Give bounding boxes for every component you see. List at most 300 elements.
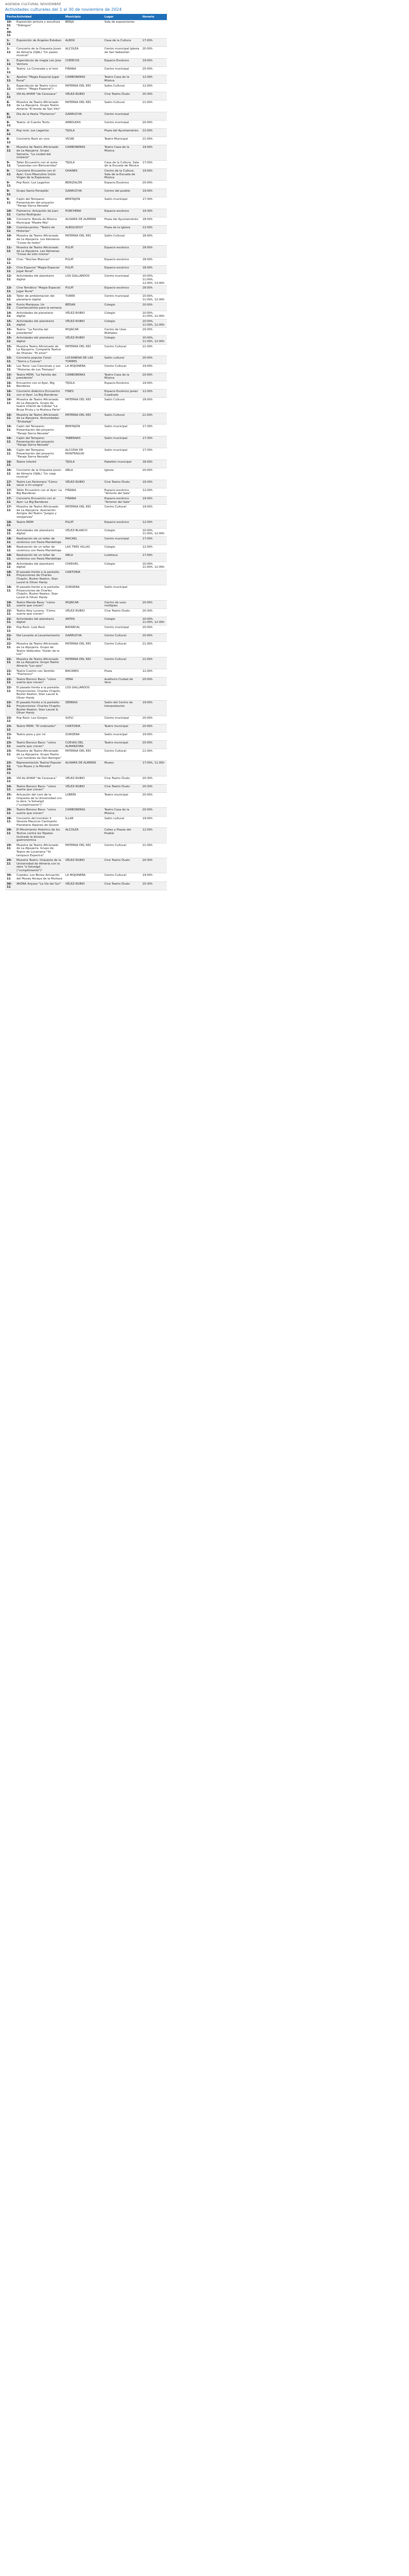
cell-fecha: 10-11 [5, 209, 15, 217]
cell-horario: 21:00h [141, 843, 167, 858]
cell-lugar: Plaza del Ayuntamiento [103, 129, 141, 137]
agency-label: AGENDA CULTURAL NOVIEMBRE [5, 2, 61, 6]
cell-actividad: Concierto Rock en vivo [15, 137, 64, 145]
cell-lugar: Salón cultural [103, 816, 141, 828]
cell-municipio: ABLA [64, 468, 103, 480]
cell-municipio: BENTAJÓN [64, 197, 103, 209]
table-row [5, 882, 167, 890]
cell-actividad: Encuentro con el Ayer, Big Banderas [15, 381, 64, 389]
cell-actividad: Actividades del planetario digital [15, 617, 64, 625]
cell-fecha: 16-11 [5, 460, 15, 468]
cell-horario: 17:30h [141, 197, 167, 209]
cell-fecha: 11-11 [5, 246, 15, 258]
cell-municipio: MOJÁCAR [64, 600, 103, 608]
table-row [5, 319, 167, 327]
cell-municipio: TABERNAS [64, 436, 103, 448]
cell-lugar: Centro Cultural [103, 344, 141, 356]
cell-horario: 20:00h [141, 808, 167, 816]
cell-horario: 19:00h [141, 816, 167, 828]
cell-actividad: Teatro: el Cuento Tonto [15, 120, 64, 128]
table-row [5, 505, 167, 520]
cell-actividad: Pop rock: Los Lagartos [15, 129, 64, 137]
cell-horario: 12:00h [141, 545, 167, 553]
cell-lugar: Colegio [103, 311, 141, 319]
cell-actividad: Cajón del Tempano: Presentación del proyecto "Paraje Sierra Nevada" [15, 436, 64, 448]
table-row [5, 20, 167, 38]
table-row [5, 189, 167, 197]
cell-lugar: Casa de la Cultura. Sala de la Escuela de Música [103, 160, 141, 168]
cell-actividad: Muestra Teatro: Orquesta de la Universidad de Almería con la obra "a Solveigd ("cumplimiento")" [15, 858, 64, 873]
cell-fecha: 12-11 [5, 274, 15, 286]
cell-fecha: 16-11 [5, 448, 15, 460]
cell-lugar: Teatro Municipal [103, 137, 141, 145]
cell-actividad: Cupidos: Los Bonos Actuación del Museo Amaya de la Muñoza [15, 873, 64, 882]
cell-horario: 10:00h, 11:00h, 12:00h, 13:00h [141, 274, 167, 286]
cell-lugar: Centro Cultural [103, 843, 141, 858]
cell-fecha: 9-11 [5, 197, 15, 209]
table-row [5, 608, 167, 617]
cell-fecha: 30-11 [5, 873, 15, 882]
cell-horario: 19:00h [141, 145, 167, 160]
cell-horario: 20:00h [141, 468, 167, 480]
cell-lugar: Centro municipal [103, 120, 141, 128]
cell-municipio: PULPÍ [64, 266, 103, 274]
cell-horario: 18:00h [141, 246, 167, 258]
cell-lugar [103, 570, 141, 585]
cell-horario: 19:00h [141, 733, 167, 741]
cell-horario: 12:00h [141, 669, 167, 677]
table-row [5, 657, 167, 669]
cell-municipio: FIÑANA [64, 67, 103, 75]
cell-actividad: Teatro Mendo Baso: "cómo suerte que crecen" [15, 600, 64, 608]
cell-horario: 19:00h [141, 58, 167, 66]
cell-municipio: ANTAS [64, 617, 103, 625]
cell-horario: 20:00h [141, 716, 167, 724]
cell-lugar: Colegio [103, 528, 141, 536]
cell-fecha: 18-11 [5, 553, 15, 562]
cell-municipio: FIÑANA [64, 488, 103, 496]
cell-fecha: 10-11 [5, 217, 15, 226]
cell-actividad: El pasado frente a la pantalla: Proyecciones de Charles Chaplin, Buster Keaton, Stan Laurel & Oliver Hardy [15, 585, 64, 600]
cell-actividad: Muestra Teatro Aficionado de La Alpujarra. Compañía Teatral de Ohanes: "El amor" [15, 344, 64, 356]
cell-actividad: Teatro Cuento con Sentido "Flamenco" [15, 669, 64, 677]
cell-lugar: Pabellón municipal [103, 460, 141, 468]
cell-municipio: ARBOLEAS [64, 120, 103, 128]
cell-municipio: CUEVAS DEL ALMANZORA [64, 741, 103, 749]
cell-lugar: Salón municipal [103, 425, 141, 436]
table-row [5, 685, 167, 700]
cell-actividad: Espectáculo de Teatro (circo clásico: "Magia Espacial") [15, 83, 64, 92]
page-title: Actividades culturales del 1 al 30 de noviembre de 2024 [5, 7, 122, 12]
table-row [5, 258, 167, 266]
cell-fecha: 15-11 [5, 344, 15, 356]
cell-horario: 19:30h [141, 209, 167, 217]
cell-fecha: 18-11 [5, 520, 15, 528]
cell-fecha: 23-11 [5, 733, 15, 741]
cell-fecha: 18-11 [5, 570, 15, 585]
cell-lugar: Centro municipal [103, 67, 141, 75]
cell-horario: 19:00h [141, 189, 167, 197]
cell-municipio: VERA [64, 677, 103, 685]
column-header-horario: Horario [141, 14, 167, 20]
cell-actividad: Espectáculo de magia con Jose Ventura [15, 58, 64, 66]
cell-actividad: Ajedrez "Magia Espacial Jugar Rural" [15, 75, 64, 83]
column-header-lugar: Lugar [103, 14, 141, 20]
cell-lugar: Centro de usos múltiples [103, 600, 141, 608]
cell-municipio: BENTAJÓN [64, 425, 103, 436]
cell-actividad: Concierto del trombón Il Veranie Mauricio Cantisanto Planetario Alpanes de Quixon [15, 816, 64, 828]
cell-municipio: GARRUCHA [64, 634, 103, 642]
cell-actividad: Muestra de Teatro Aficionado de La Alpujarra. Grupo Samaria. "La ciudad del misterio" [15, 145, 64, 160]
cell-horario: 18:00h [141, 234, 167, 246]
cell-municipio: TÍJOLA [64, 160, 103, 168]
table-row [5, 716, 167, 724]
table-row [5, 197, 167, 209]
cell-actividad: El pasado frente a la pantalla: Proyecciones: Charles Chaplin, Buster Keaton, Stan Laurel & Oliver Hardy [15, 685, 64, 700]
cell-fecha: 15-11 [5, 328, 15, 336]
cell-municipio: BERJA [64, 20, 103, 38]
cell-lugar: Salón municipal [103, 585, 141, 600]
cell-fecha: 23-11 [5, 716, 15, 724]
cell-municipio: LOS GALLARDOS [64, 274, 103, 286]
cell-horario: 20:00h [141, 600, 167, 608]
cell-horario: 10:00h [141, 302, 167, 311]
cell-actividad: VIII-AL-KHAM "de Caravaca" [15, 92, 64, 100]
cell-municipio: BENIZALÓN [64, 180, 103, 189]
cell-municipio: PATERNA DEL RÍO [64, 642, 103, 657]
cell-municipio: TÍJOLA [64, 381, 103, 389]
cell-horario: 17:30h [141, 425, 167, 436]
cell-actividad: Concierto Encuentro con el Ayer: La Big Banderas [15, 497, 64, 505]
cell-horario: 21:00h [141, 642, 167, 657]
cell-horario: 20:00h [141, 372, 167, 381]
table-row [5, 562, 167, 570]
cell-actividad: Cine Temático "Magia Espacial Jugar Rural" [15, 286, 64, 294]
cell-lugar: Centro Cultural [103, 642, 141, 657]
cell-lugar: Centro de Usos Múltiples [103, 328, 141, 336]
cell-actividad: Flamenco: Actuación de Juan Carlos Rodríguez [15, 209, 64, 217]
table-row [5, 448, 167, 460]
table-row [5, 83, 167, 92]
cell-lugar: Centro del pueblo [103, 189, 141, 197]
cell-horario: 20:00h [141, 356, 167, 364]
table-row [5, 749, 167, 761]
table-row [5, 816, 167, 828]
cell-municipio: VÉLEZ-RUBIO [64, 858, 103, 873]
cell-lugar: Teatro municipal [103, 741, 141, 749]
table-row [5, 137, 167, 145]
cell-horario: 19:00h [141, 873, 167, 882]
cell-fecha: 13-11 [5, 286, 15, 294]
cell-horario: 10:00h, 11:00h, 12:00h [141, 294, 167, 302]
cell-lugar: Centro municipal [103, 294, 141, 302]
cell-horario: 20:30h [141, 882, 167, 890]
cell-horario: 20:30h [141, 92, 167, 100]
cell-municipio: LAS TRES VILLAS [64, 545, 103, 553]
cell-horario: 19:00h [141, 505, 167, 520]
cell-lugar: Colegio [103, 617, 141, 625]
table-row [5, 828, 167, 843]
table-row [5, 724, 167, 732]
cell-fecha: 9-11 [5, 145, 15, 160]
cell-actividad: Actividades del planetario digital [15, 562, 64, 570]
cell-fecha: 8-11 [5, 100, 15, 112]
cell-lugar: Espacio escénico [103, 258, 141, 266]
cell-horario: 12:00h [141, 828, 167, 843]
cell-horario: 10:00h, 11:00h, 12:00h [141, 319, 167, 327]
cell-fecha: 18-11 [5, 537, 15, 545]
cell-fecha: 18-11 [5, 545, 15, 553]
cell-municipio: CARBONERAS [64, 808, 103, 816]
cell-horario: 17:00h [141, 537, 167, 545]
table-row [5, 528, 167, 536]
cell-actividad: Actividades del planetario digital [15, 336, 64, 344]
cell-municipio: ALHAMA DE ALMERÍA [64, 217, 103, 226]
cell-fecha: 9-11 [5, 189, 15, 197]
cell-municipio: VÉLEZ-RUBIO [64, 776, 103, 784]
cell-actividad: Taller de ambientación del planetario digital [15, 294, 64, 302]
cell-fecha: 16-11 [5, 389, 15, 398]
cell-fecha: 17-11 [5, 488, 15, 496]
cell-horario: 19:00h [141, 381, 167, 389]
cell-municipio: VÉLEZ-RUBIO [64, 784, 103, 792]
cell-fecha: 30-11 [5, 882, 15, 890]
cell-municipio: LA MOJONERA [64, 364, 103, 372]
cell-fecha: 9-11 [5, 180, 15, 189]
cell-lugar: Centro Cultural [103, 873, 141, 882]
cell-lugar: Espacio escénico [103, 209, 141, 217]
cell-actividad: Teatro Bonoco Baco: "cómo suerte que crecen" [15, 784, 64, 792]
cell-actividad: Realización de un taller de cerámica con Paola Mandeltaje [15, 545, 64, 553]
cell-municipio: CARBONERAS [64, 145, 103, 160]
cell-fecha: 10-11 [5, 234, 15, 246]
cell-horario: 12:00h [141, 75, 167, 83]
cell-fecha: 22-11 [5, 625, 15, 634]
cell-lugar: Teatro Casa de la Música [103, 808, 141, 816]
cell-fecha: 19-11 [5, 600, 15, 608]
cell-municipio: PULPÍ [64, 286, 103, 294]
table-row [5, 364, 167, 372]
cell-fecha: 16-11 [5, 381, 15, 389]
cell-actividad: Exposición de Ángeles Esteban [15, 38, 64, 46]
cell-actividad: Concierto de la Orquesta Joven de Almería (OJAL) "Un paseo musical" [15, 47, 64, 59]
cell-municipio: OHANES [64, 168, 103, 180]
cell-actividad: El pasado frente a la pantalla: Proyecciones de Charles Chaplin, Buster Keaton, Stan Laurel & Oliver Hardy [15, 570, 64, 585]
cell-lugar: Salón cultural [103, 356, 141, 364]
cell-lugar: Centro Cultural [103, 749, 141, 761]
cell-municipio: PATERNA DEL RÍO [64, 83, 103, 92]
table-row [5, 246, 167, 258]
cell-actividad: Cine Espacial "Magia Espacial Jugar Rural" [15, 266, 64, 274]
cell-municipio: CARBONERAS [64, 75, 103, 83]
cell-horario: 19:00h [141, 701, 167, 716]
cell-actividad: Cajón del Tempano: Presentación del proyecto "Paraje Sierra Nevada" [15, 425, 64, 436]
cell-actividad: Teatro MDM, "El ordenador" [15, 724, 64, 732]
cell-horario [141, 585, 167, 600]
cell-municipio: TÍJOLA [64, 460, 103, 468]
cell-municipio: ZURGENA [64, 585, 103, 600]
cell-municipio: VÉLEZ-RUBIO [64, 882, 103, 890]
cell-lugar: Teatro municipal [103, 724, 141, 732]
cell-lugar: Salón Cultural [103, 100, 141, 112]
cell-municipio: PATERNA DEL RÍO [64, 843, 103, 858]
cell-actividad: Teatro: La Coronada y el toro [15, 67, 64, 75]
table-row [5, 336, 167, 344]
cell-lugar: Iglesia [103, 468, 141, 480]
cell-horario: 10:00h, 11:00h, 12:00h [141, 562, 167, 570]
cell-municipio: SUFLÍ [64, 716, 103, 724]
table-row [5, 356, 167, 364]
cell-actividad: Cine: "Noches Blancas" [15, 258, 64, 266]
table-row [5, 129, 167, 137]
cell-municipio: VÉLEZ-RUBIO [64, 336, 103, 344]
cell-horario: 20:00h [141, 120, 167, 128]
cell-horario [141, 112, 167, 120]
cell-municipio: GARRUCHA [64, 189, 103, 197]
cell-fecha: 12-11 [5, 266, 15, 274]
cell-municipio: PULPÍ [64, 258, 103, 266]
cell-actividad: Cajón del Tempano: Presentación del proyecto "Paraje Sierra Nevada" [15, 448, 64, 460]
cell-actividad: Actuación del coro de la Orquesta de la Universidad con la obra "a Solveigd ("cumplimiento")" [15, 793, 64, 808]
cell-horario: 20:00h [141, 634, 167, 642]
table-row [5, 776, 167, 784]
cell-municipio: PATERNA DEL RÍO [64, 344, 103, 356]
cell-lugar: Salón municipal [103, 448, 141, 460]
cell-actividad: Teatro MDM [15, 520, 64, 528]
cell-actividad: Representación Teatral Popular "Los Reyes y la Moreda" [15, 761, 64, 776]
cell-fecha: 1-11 [5, 67, 15, 75]
cell-municipio: LA MOJONERA [64, 873, 103, 882]
cell-municipio: FIÑANA [64, 497, 103, 505]
table-row [5, 217, 167, 226]
table-row [5, 537, 167, 545]
cell-municipio: ALCUDIA DE MONTEAGUD [64, 448, 103, 460]
cell-fecha: 14-11 [5, 302, 15, 311]
cell-lugar: Plaza [103, 669, 141, 677]
cell-horario: 12:00h [141, 488, 167, 496]
cell-horario: 20:00h [141, 724, 167, 732]
cell-actividad: Actividades del planetario digital [15, 319, 64, 327]
cell-actividad: VIII-AL-KHAM "de Caravaca" [15, 776, 64, 784]
cell-lugar: Salón municipal [103, 733, 141, 741]
cell-municipio: BACARES [64, 669, 103, 677]
cell-horario: 21:00h [141, 413, 167, 425]
cell-horario: 17:30h [141, 436, 167, 448]
cell-lugar: Salón Cultural [103, 413, 141, 425]
cell-actividad: Muestra de Teatro Aficionado de La Alpujarra: Grupo Teatro Almería "Los ojos" [15, 657, 64, 669]
cell-horario: 17:00h [141, 38, 167, 46]
cell-lugar [103, 685, 141, 700]
cell-municipio: CANTORIA [64, 570, 103, 585]
cell-fecha: 23-11 [5, 749, 15, 761]
table-row [5, 808, 167, 816]
cell-fecha: 28-11 [5, 816, 15, 828]
cell-lugar: Calles y Plazas del Pueblo [103, 828, 141, 843]
cell-horario: 20:00h [141, 741, 167, 749]
cell-actividad: Concierto: Banda de Música Municipal "Madre Mía" [15, 217, 64, 226]
cell-actividad: Teatro Infantil [15, 460, 64, 468]
cell-municipio: VÉLEZ-BLANCO [64, 528, 103, 536]
table-row [5, 873, 167, 882]
cell-actividad: Exposición pintura y escultura "Diálogos" [15, 20, 64, 38]
table-row [5, 100, 167, 112]
cell-horario [141, 20, 167, 38]
cell-horario: 21:00h [141, 657, 167, 669]
table-row [5, 266, 167, 274]
table-row [5, 701, 167, 716]
cell-municipio: FINES [64, 389, 103, 398]
cell-municipio: ABLA [64, 553, 103, 562]
cell-lugar: Centro Cultural [103, 634, 141, 642]
table-row [5, 180, 167, 189]
table-row [5, 520, 167, 528]
table-row [5, 784, 167, 792]
cell-actividad: Teatro Bonoco Baco: "cómo suerte que crecen" [15, 677, 64, 685]
table-row [5, 234, 167, 246]
table-row [5, 294, 167, 302]
cell-municipio: PATERNA DEL RÍO [64, 234, 103, 246]
cell-actividad: El pasado frente a la pantalla: Proyecciones: Charles Chaplin, Buster Keaton, Stan Laurel & Oliver Hardy [15, 701, 64, 716]
cell-actividad: Punto Mariposa: Un Cuentacuentos para la semana [15, 302, 64, 311]
table-row [5, 168, 167, 180]
table-row [5, 677, 167, 685]
column-header-municipio: Municipio [64, 14, 103, 20]
cell-horario: 19:30h [141, 480, 167, 488]
cell-fecha: 23-11 24-11 [5, 761, 15, 776]
cell-fecha: 18-11 [5, 562, 15, 570]
cell-lugar: Salón Cultural [103, 398, 141, 413]
cell-actividad: Muestra de Teatro Aficionado de La Alpujarra. Grupo de Teatro Vallecidos "Quién de la Luz" [15, 642, 64, 657]
cell-fecha: 22-11 [5, 617, 15, 625]
cell-horario: 18:00h [141, 217, 167, 226]
cell-municipio: CHERCOS [64, 58, 103, 66]
cell-actividad: Teatro MDM, "La Familia del presidente" [15, 372, 64, 381]
cell-lugar: Espacio escénico [103, 286, 141, 294]
cell-lugar: Centro de la Cultura. Sala de la Escuela de Música [103, 168, 141, 180]
table-row [5, 226, 167, 234]
cell-lugar: Teatro municipal [103, 793, 141, 808]
cell-lugar: Salón municipal [103, 436, 141, 448]
cell-fecha: 8-11 [5, 137, 15, 145]
cell-horario: 20:30h [141, 776, 167, 784]
cell-fecha: 17-11 [5, 480, 15, 488]
cell-lugar: Espacio Escénico [103, 381, 141, 389]
cell-lugar: Espacio escénico "Antonio del Sale" [103, 488, 141, 496]
cell-horario: 12:00h [141, 83, 167, 92]
cell-actividad: Realización de un taller de cerámica con Paola Mandeltaje [15, 537, 64, 545]
cell-actividad: Cuentacuentos: "Teatro de Historias" [15, 226, 64, 234]
cell-municipio: LUBRÍN [64, 793, 103, 808]
cell-actividad: Del Levante al Levantamiento [15, 634, 64, 642]
table-row [5, 741, 167, 749]
cell-municipio: MACAEL [64, 537, 103, 545]
cell-horario: 20:30h [141, 858, 167, 873]
cell-municipio: ALHAMA DE ALMERÍA [64, 761, 103, 776]
cell-lugar: Espacio escénico [103, 266, 141, 274]
cell-actividad: Muestra de Teatro Aficionado de La Alpujarra. Grupo de teatro infantil de Cóbdar "La Bruja Pirula y la Muñeca Perla" [15, 398, 64, 413]
cell-lugar: Salón Cultural [103, 234, 141, 246]
cell-fecha: 16-11 [5, 468, 15, 480]
cell-fecha: 17-11 [5, 497, 15, 505]
cell-fecha: 16-11 [5, 413, 15, 425]
cell-horario: 21:00h [141, 344, 167, 356]
cell-fecha: 9-11 [5, 168, 15, 180]
cell-lugar: Teatro Casa de la Música [103, 372, 141, 381]
cell-horario: 22:00h [141, 129, 167, 137]
cell-fecha: 28-11 [5, 828, 15, 843]
table-row [5, 286, 167, 294]
cell-fecha: 14-11 [5, 311, 15, 319]
